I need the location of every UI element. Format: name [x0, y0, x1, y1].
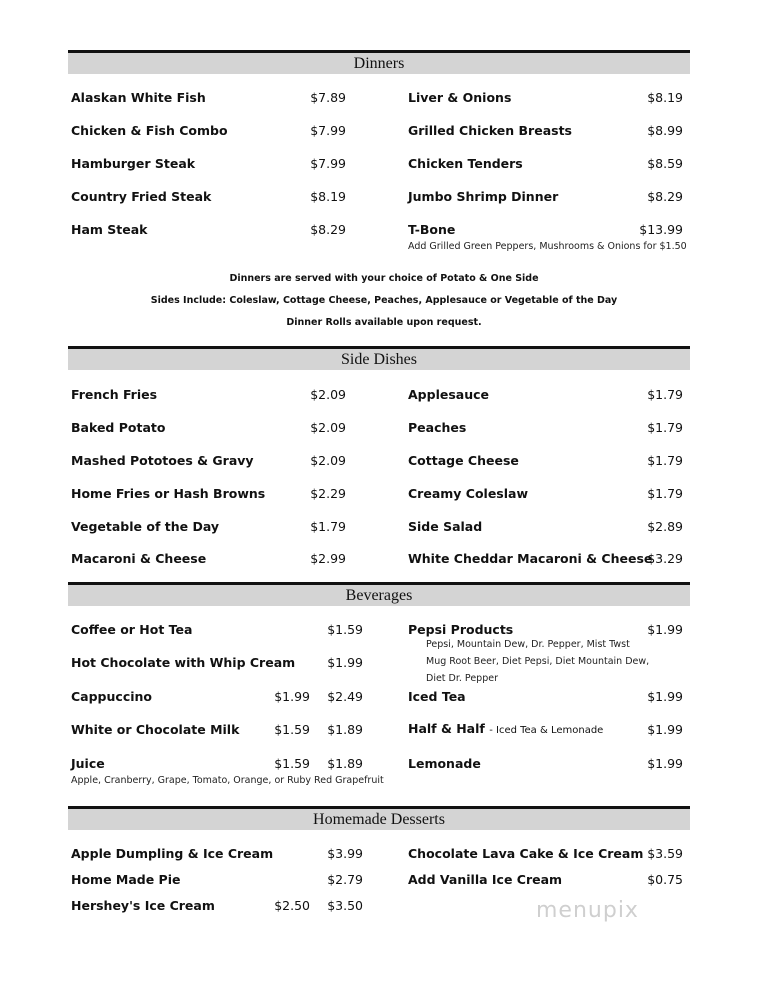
menu-item-name: White Cheddar Macaroni & Cheese [408, 551, 653, 566]
menu-item-name: Jumbo Shrimp Dinner [408, 189, 559, 204]
menu-item-name: Chicken Tenders [408, 156, 523, 171]
menupix-watermark: menupix [536, 898, 639, 923]
menu-item-price-large: $1.89 [327, 756, 363, 771]
menu-item-name: Chicken & Fish Combo [71, 123, 228, 138]
menu-item-price: $3.29 [647, 551, 683, 566]
dinner-note: Sides Include: Coleslaw, Cottage Cheese, Peaches, Applesauce or Vegetable of the Day [150, 295, 618, 306]
menu-item-name: Iced Tea [408, 689, 466, 704]
desserts-header: Homemade Desserts [68, 806, 690, 830]
menu-item-name: Ham Steak [71, 222, 148, 237]
menu-item-price: $1.99 [647, 756, 683, 771]
menu-item-name: Mashed Pototoes & Gravy [71, 453, 254, 468]
menu-item-price: $2.89 [647, 519, 683, 534]
menu-item-price: $1.99 [327, 655, 363, 670]
menu-item-price: $2.29 [310, 486, 346, 501]
menu-item-price: $2.09 [310, 420, 346, 435]
menu-item-price: $8.19 [310, 189, 346, 204]
menu-item-price: $1.99 [647, 689, 683, 704]
menu-item-name: Chocolate Lava Cake & Ice Cream [408, 846, 644, 861]
menu-item-name: Home Made Pie [71, 872, 181, 887]
menu-item-name: Vegetable of the Day [71, 519, 220, 534]
menu-item-name: French Fries [71, 387, 158, 402]
menu-item-name: Country Fried Steak [71, 189, 212, 204]
menu-item-name: Macaroni & Cheese [71, 551, 207, 566]
menu-item-price-large: $2.49 [327, 689, 363, 704]
menu-item-name: Juice [71, 756, 105, 771]
menu-item-price-small: $2.50 [274, 898, 310, 913]
menu-item-name: Pepsi Products [408, 622, 514, 637]
menu-item-price-large: $1.89 [327, 722, 363, 737]
menu-item-price: $2.09 [310, 387, 346, 402]
menu-item-name: Lemonade [408, 756, 481, 771]
menu-item-price: $1.59 [327, 622, 363, 637]
dinner-note: Dinner Rolls available upon request. [286, 317, 482, 328]
menu-item-price: $8.99 [647, 123, 683, 138]
menu-item-price-small: $1.59 [274, 756, 310, 771]
menu-item-price: $2.99 [310, 551, 346, 566]
menu-item-name [408, 721, 603, 736]
menu-item-price: $3.59 [647, 846, 683, 861]
menu-item-price: $1.79 [647, 387, 683, 402]
menu-item-name: Applesauce [408, 387, 489, 402]
menu-item-name: Home Fries or Hash Browns [71, 486, 266, 501]
pepsi-note: Pepsi, Mountain Dew, Dr. Pepper, Mist Twst [426, 639, 630, 650]
menu-item-price: $8.29 [310, 222, 346, 237]
menu-item-price: $3.99 [327, 846, 363, 861]
menu-item-price: $7.99 [310, 156, 346, 171]
menu-item-name: Peaches [408, 420, 467, 435]
menu-item-price: $7.89 [310, 90, 346, 105]
menu-item-price: $8.19 [647, 90, 683, 105]
menu-item-price-large: $3.50 [327, 898, 363, 913]
menu-item-name: T-Bone [408, 222, 456, 237]
menu-item-price: $1.79 [647, 486, 683, 501]
pepsi-note: Mug Root Beer, Diet Pepsi, Diet Mountain Dew, [426, 656, 650, 667]
menu-item-price: $1.79 [310, 519, 346, 534]
juice-note: Apple, Cranberry, Grape, Tomato, Orange, or Ruby Red Grapefruit [71, 775, 384, 786]
menu-item-price: $8.29 [647, 189, 683, 204]
menu-item-price: $1.79 [647, 453, 683, 468]
tbone-note: Add Grilled Green Peppers, Mushrooms & Onions for $1.50 [408, 241, 687, 252]
beverages-header: Beverages [68, 582, 690, 606]
menu-item-name: Liver & Onions [408, 90, 512, 105]
menu-item-price: $8.59 [647, 156, 683, 171]
menu-item-name: Coffee or Hot Tea [71, 622, 193, 637]
menu-item-price-small: $1.59 [274, 722, 310, 737]
menu-item-price: $1.99 [647, 622, 683, 637]
menu-item-name: Creamy Coleslaw [408, 486, 529, 501]
menu-item-price: $0.75 [647, 872, 683, 887]
menu-item-name: Apple Dumpling & Ice Cream [71, 846, 274, 861]
menu-item-name: Hershey's Ice Cream [71, 898, 215, 913]
menu-item-name: Add Vanilla Ice Cream [408, 872, 563, 887]
menu-item-name: Baked Potato [71, 420, 166, 435]
menu-item-name: Hot Chocolate with Whip Cream [71, 655, 296, 670]
half-and-half-label: Half & Half [408, 721, 485, 736]
menu-item-name: Hamburger Steak [71, 156, 196, 171]
menu-item-name: White or Chocolate Milk [71, 722, 240, 737]
menu-item-price: $2.79 [327, 872, 363, 887]
menu-item-price: $1.99 [647, 722, 683, 737]
menu-item-name: Grilled Chicken Breasts [408, 123, 572, 138]
menu-item-price: $1.79 [647, 420, 683, 435]
pepsi-note: Diet Dr. Pepper [426, 673, 498, 684]
menu-item-price: $13.99 [639, 222, 683, 237]
dinners-header: Dinners [68, 50, 690, 74]
menu-item-name: Cappuccino [71, 689, 152, 704]
menu-item-price: $2.09 [310, 453, 346, 468]
half-and-half-note: - Iced Tea & Lemonade [489, 725, 604, 736]
dinner-note: Dinners are served with your choice of Potato & One Side [229, 273, 539, 284]
menu-item-name: Alaskan White Fish [71, 90, 206, 105]
menu-item-name: Cottage Cheese [408, 453, 519, 468]
menu-item-price-small: $1.99 [274, 689, 310, 704]
side-dishes-header: Side Dishes [68, 346, 690, 370]
menu-item-price: $7.99 [310, 123, 346, 138]
menu-item-name: Side Salad [408, 519, 483, 534]
